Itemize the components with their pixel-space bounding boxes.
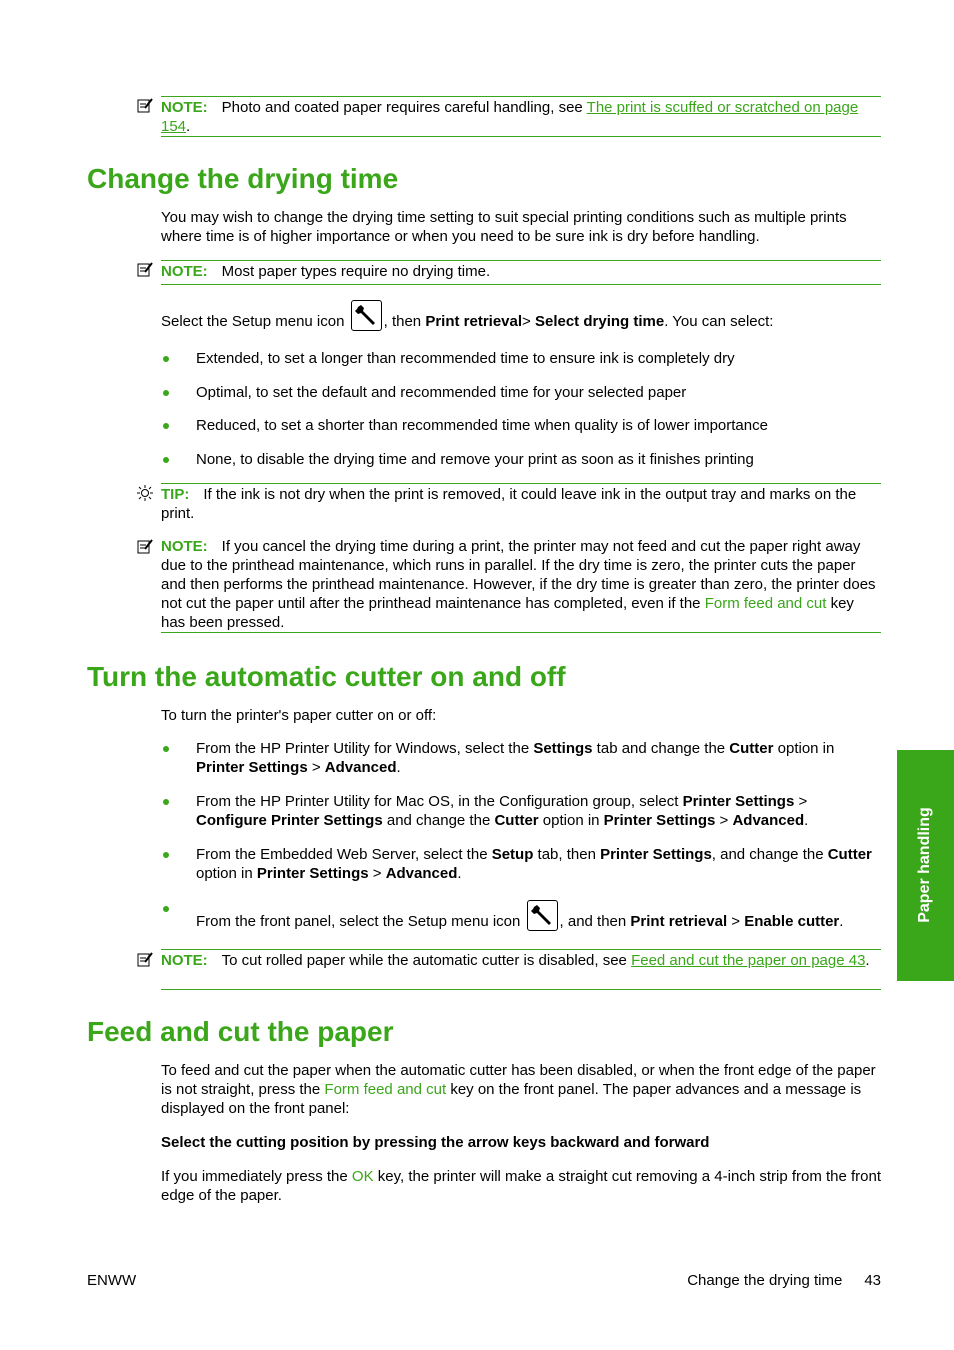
heading-automatic-cutter: Turn the automatic cutter on and off bbox=[87, 661, 566, 692]
list-item: Extended, to set a longer than recommended time to ensure ink is completely dry bbox=[196, 350, 735, 367]
bullet-icon bbox=[163, 852, 169, 858]
footer-left: ENWW bbox=[87, 1272, 137, 1289]
cutter-intro: To turn the printer's paper cutter on or off: bbox=[161, 707, 437, 724]
side-tab-label: Paper handling bbox=[916, 807, 933, 923]
list-item: Reduced, to set a shorter than recommended time when quality is of lower importance bbox=[196, 417, 768, 434]
note-pencil-icon bbox=[137, 951, 153, 967]
select-setup-line: Select the Setup menu icon , then Print retrieval> Select drying time. You can select: bbox=[161, 300, 883, 338]
list-item: From the HP Printer Utility for Windows, select the Settings tab and change the Cutter option in Printer Settings > Advanced. bbox=[196, 740, 835, 776]
drying-intro: You may wish to change the drying time setting to suit special printing conditions such as multiple prints where time is of higher importance or when you need to be sure ink is dry before handling. bbox=[161, 209, 847, 245]
setup-wrench-icon bbox=[351, 300, 382, 331]
tip-lightbulb-icon bbox=[137, 485, 153, 501]
footer-section: Change the drying time bbox=[687, 1272, 843, 1289]
bullet-icon bbox=[163, 423, 169, 429]
note-pencil-icon bbox=[137, 261, 153, 277]
note-photo-paper: NOTE: Photo and coated paper requires careful handling, see The print is scuffed or scratched on page 154. bbox=[161, 96, 881, 137]
list-item: None, to disable the drying time and remove your print as soon as it finishes printing bbox=[196, 451, 754, 468]
bullet-icon bbox=[163, 746, 169, 752]
heading-feed-and-cut: Feed and cut the paper bbox=[87, 1016, 394, 1047]
list-item: From the front panel, select the Setup menu icon , and then Print retrieval > Enable cutter. bbox=[196, 900, 882, 938]
list-item: From the Embedded Web Server, select the Setup tab, then Printer Settings, and change the Cutter option in Printer Settings > Advanced. bbox=[196, 846, 872, 882]
footer-right bbox=[687, 1272, 881, 1289]
bullet-icon bbox=[163, 799, 169, 805]
feed-cut-intro: To feed and cut the paper when the automatic cutter has been disabled, or when the front edge of the paper is not straight, press the Form feed and cut key on the front panel. The paper advances and a message is displayed on the front panel: bbox=[161, 1062, 876, 1117]
list-item: Optimal, to set the default and recommended time for your selected paper bbox=[196, 384, 687, 401]
bullet-icon bbox=[163, 390, 169, 396]
bullet-icon bbox=[163, 906, 169, 912]
page-number: 43 bbox=[864, 1272, 881, 1289]
link-print-scuffed[interactable]: The print is scuffed or scratched on page 154 bbox=[161, 99, 859, 135]
ok-key-paragraph: If you immediately press the OK key, the printer will make a straight cut removing a 4-inch strip from the front edge of the paper. bbox=[161, 1168, 882, 1204]
list-item: From the HP Printer Utility for Mac OS, in the Configuration group, select Printer Settings > Configure Printer Settings and change the Cutter option in Printer Settings > Advanced. bbox=[196, 793, 809, 829]
link-feed-and-cut[interactable]: Feed and cut the paper on page 43 bbox=[631, 952, 866, 969]
note-pencil-icon bbox=[137, 538, 153, 554]
bullet-icon bbox=[163, 457, 169, 463]
note-no-drying: NOTE: Most paper types require no drying time. bbox=[161, 260, 881, 285]
bullet-icon bbox=[163, 356, 169, 362]
note-pencil-icon bbox=[137, 97, 153, 113]
cutting-position-message: Select the cutting position by pressing the arrow keys backward and forward bbox=[161, 1134, 710, 1151]
note-rolled-paper: NOTE: To cut rolled paper while the automatic cutter is disabled, see Feed and cut the paper on page 43. bbox=[161, 949, 881, 990]
setup-wrench-icon bbox=[527, 900, 558, 931]
note-cancel-drying: NOTE: If you cancel the drying time during a print, the printer may not feed and cut the paper right away due to the printhead maintenance, which runs in parallel. If the dry time is zero, the printer cuts the paper and then performs the printhead maintenance. However, if the dry time is greater than zero, the printer does not cut the paper until after the printhead maintenance has completed, even if the Form feed and cut key has been pressed. bbox=[161, 537, 881, 633]
heading-change-drying-time: Change the drying time bbox=[87, 163, 399, 194]
tip-ink-dry: TIP: If the ink is not dry when the print is removed, it could leave ink in the output tray and marks on the print. bbox=[161, 483, 881, 525]
